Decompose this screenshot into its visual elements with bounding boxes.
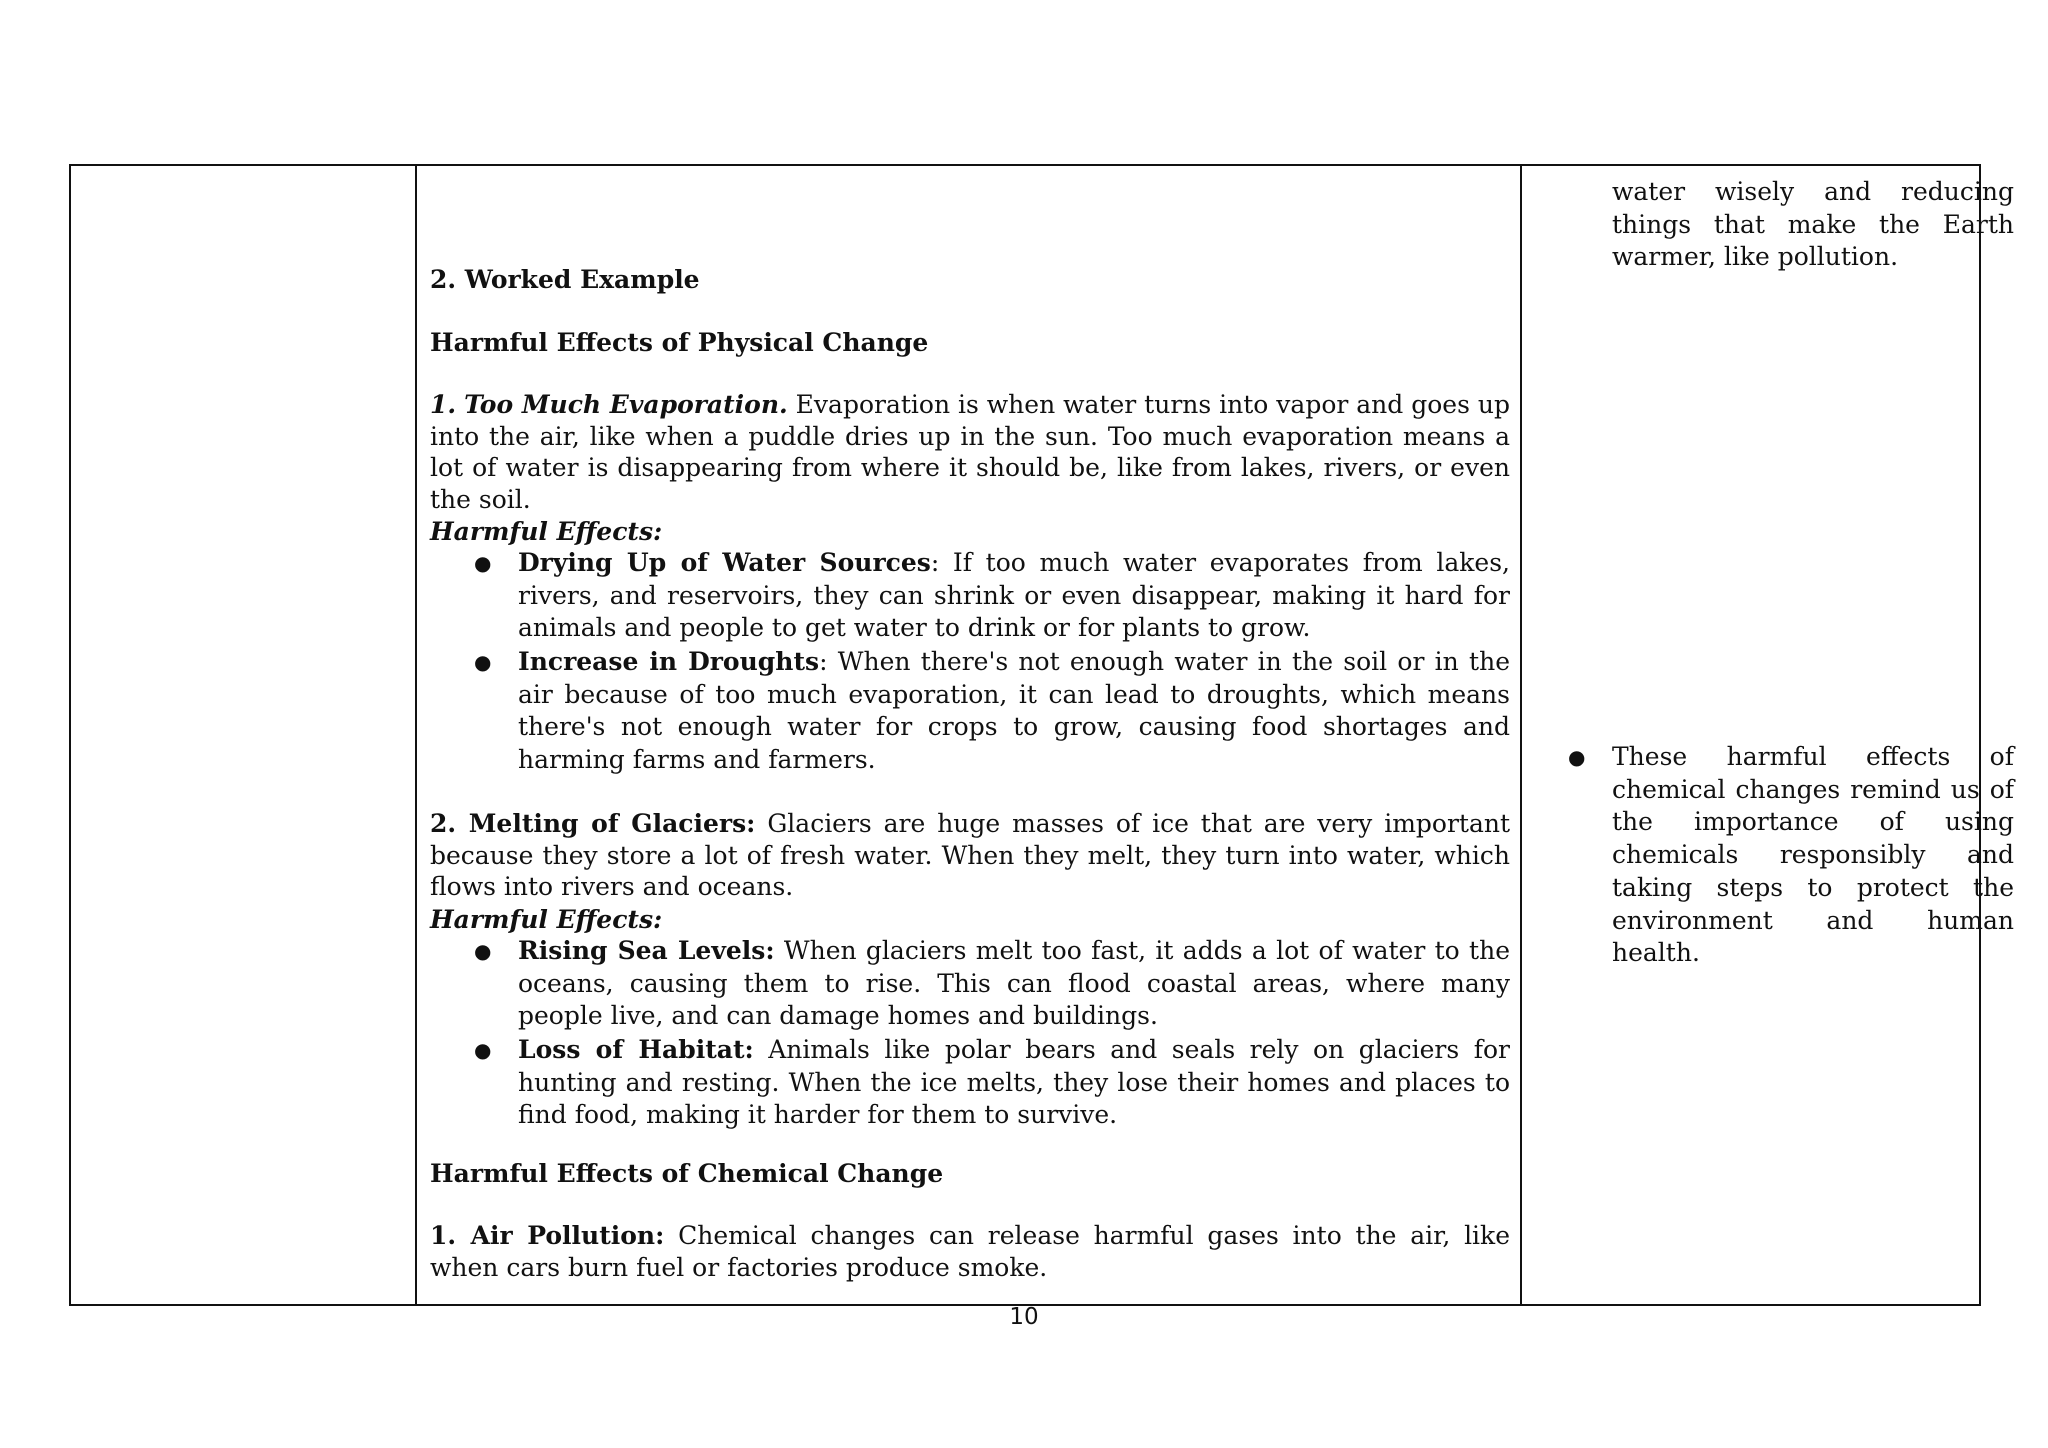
column-divider-left [415,166,417,1304]
bullet-text: When glaciers melt too fast, it adds a lot of water to the oceans, causing them to rise. This can flood coastal areas, where many people live, and can damage homes and buildings. [518,936,1510,1031]
evaporation-paragraph [430,389,1510,515]
bullet-dot: ● [474,551,492,575]
bullet-text: If too much water evaporates from lakes, rivers, and reservoirs, they can shrink or even disappear, making it hard for animals and people to get water to drink or for plants to grow. [518,548,1510,643]
bullet-text: When there's not enough water in the soil or in the air because of too much evaporation, it can lead to droughts, which means there's not enough water for crops to grow, causing food shortages and harming farms and farmers. [518,647,1510,775]
section-title: 2. Worked Example [430,265,700,294]
evaporation-title: Too Much Evaporation. [464,390,788,419]
bullet-title: Increase in Droughts [518,647,820,676]
glaciers-body: Glaciers are huge masses of ice that are very important because they store a lot of fresh water. When they melt, they turn into water, which flows into rivers and oceans. [430,809,1511,901]
bullet-dot: ● [474,650,492,674]
glaciers-paragraph [430,808,1510,903]
glaciers-effects-label: Harmful Effects: [430,905,663,934]
bullet-dot: ● [474,939,492,963]
bullet-dot: ● [474,1038,492,1062]
lesson-table [69,164,2014,1306]
column-divider-right [1520,166,1522,1304]
worked-example-column [430,166,1510,1304]
bullet-dot: ● [1568,745,1586,769]
chemical-change-heading: Harmful Effects of Chemical Change [430,1159,944,1188]
glaciers-title: 2. Melting of Glaciers: [430,809,756,838]
bullet-title: Drying Up of Water Sources [518,548,931,577]
bullet-title: Loss of Habitat: [518,1035,754,1064]
bullet-text: Animals like polar bears and seals rely on glaciers for hunting and resting. When the ice melts, they lose their homes and places to find food, making it harder for them to survive. [518,1035,1510,1130]
bullet-drying-up: ● Drying Up of Water Sources: If too much water evaporates from lakes, rivers, and reservoirs, they can shrink or even disappear, making it hard for animals and people to get water to drink or for plants to grow. [474,548,1510,643]
evaporation-effects-label: Harmful Effects: [430,517,663,546]
air-pollution-title: 1. Air Pollution: [430,1221,665,1250]
right-top-text: water wisely and reducing things that make the Earth warmer, like pollution. [1612,177,2014,272]
right-bullet [1568,741,2014,970]
bullet-sea-levels [474,935,1510,1033]
bullet-title: Rising Sea Levels: [518,936,775,965]
page-number: 10 [1009,1304,1039,1330]
right-bullet-text: These harmful effects of chemical changes remind us of the importance of using chemicals responsibly and taking steps to protect the environment and human health. [1612,742,2014,968]
bullet-habitat [474,1034,1510,1132]
evaporation-num: 1. [430,390,457,419]
evaporation-body: Evaporation is when water turns into vapor and goes up into the air, like when a puddle dries up in the sun. Too much evaporation means a lot of water is disappearing from where it should be, like from lakes, rivers, or even the soil. [430,390,1510,514]
air-pollution-paragraph [430,1220,1510,1283]
air-pollution-body: Chemical changes can release harmful gases into the air, like when cars burn fuel or factories produce smoke. [430,1221,1510,1282]
reflection-column [1568,166,2014,1304]
physical-change-heading: Harmful Effects of Physical Change [430,328,929,357]
bullet-droughts: ● Increase in Droughts: When there's not enough water in the soil or in the air because of too much evaporation, it can lead to droughts, which means there's not enough water for crops to grow, causing food shortages and harming farms and farmers. [474,647,1510,775]
